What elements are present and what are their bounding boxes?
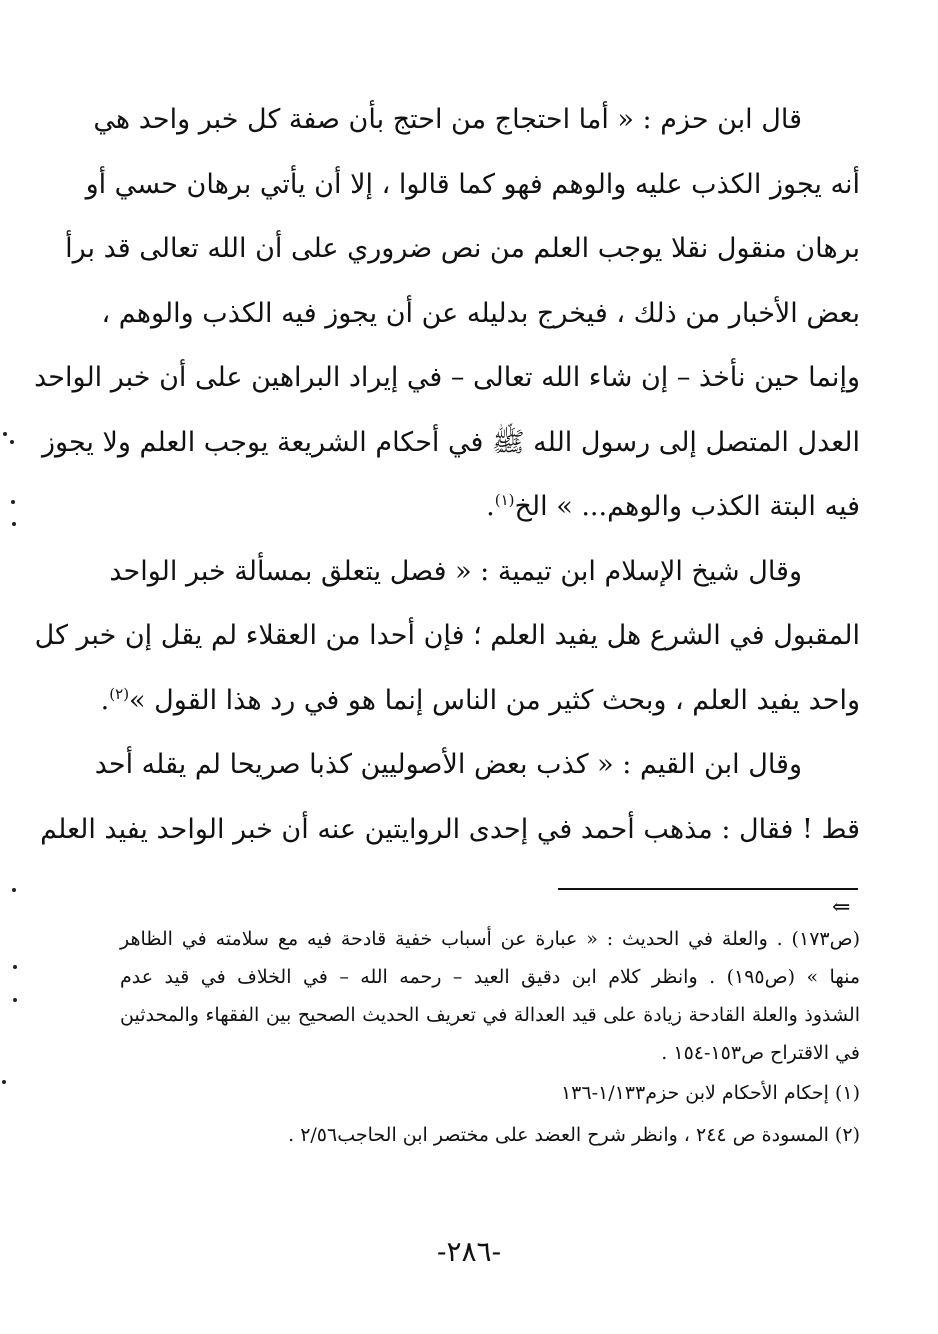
sentence-end: . bbox=[100, 684, 110, 716]
text-line: قط ! فقال : مذهب أحمد في إحدى الروايتين عنه أن خبر الواحد يفيد العلم bbox=[40, 813, 860, 845]
text-line: واحد يفيد العلم ، وبحث كثير من الناس إنما هو في رد هذا القول » bbox=[129, 684, 860, 716]
text-line: وإنما حين نأخذ – إن شاء الله تعالى – في إيراد البراهين على أن خبر الواحد bbox=[34, 362, 860, 393]
scan-speck bbox=[13, 998, 17, 1002]
scan-speck bbox=[2, 1080, 6, 1084]
page-number: -٢٨٦- bbox=[436, 1235, 502, 1268]
text-line: وقال ابن القيم : « كذب بعض الأصوليين كذبا صريحا لم يقله أحد bbox=[94, 749, 802, 780]
scan-speck bbox=[12, 522, 16, 526]
footnote-1: (١) إحكام الأحكام لابن حزم١/١٣٣-١٣٦ bbox=[560, 1082, 860, 1104]
text-line: بعض الأخبار من ذلك ، فيخرج بدليله عن أن يجوز فيه الكذب والوهم ، bbox=[101, 297, 860, 329]
text-line: أنه يجوز الكذب عليه والوهم فهو كما قالوا ، إلا أن يأتي برهان حسي أو bbox=[85, 168, 860, 200]
text-line: وقال شيخ الإسلام ابن تيمية : « فصل يتعلق بمسألة خبر الواحد bbox=[109, 555, 802, 587]
text-line: المقبول في الشرع هل يفيد العلم ؛ فإن أحدا من العقلاء لم يقل إن خبر كل bbox=[34, 620, 860, 651]
scan-speck bbox=[13, 965, 17, 969]
scan-speck bbox=[10, 440, 14, 444]
sentence-end: . bbox=[486, 491, 495, 522]
footnote-continued-line: الشذوذ والعلة القادحة زيادة على قيد العدالة في تعريف الحديث الصحيح بين الفقهاء والمحدثين bbox=[120, 1004, 860, 1026]
scan-speck bbox=[12, 888, 16, 892]
footnote-2: (٢) المسودة ص ٢٤٤ ، وانظر شرح العضد على مختصر ابن الحاجب٢/٥٦ . bbox=[288, 1124, 860, 1146]
footnote-continued-line: منها » (ص١٩٥) . وانظر كلام ابن دقيق العيد – رحمه الله – في الخلاف في قيد عدم bbox=[120, 966, 860, 988]
text-line-with-footnote bbox=[100, 669, 860, 734]
scan-speck bbox=[11, 500, 15, 504]
footnote-ref-1: (١) bbox=[494, 491, 515, 509]
footnotes bbox=[120, 920, 860, 1156]
text-line: العدل المتصل إلى رسول الله ﷺ في أحكام الشريعة يوجب العلم ولا يجوز bbox=[42, 426, 860, 458]
text-line: قال ابن حزم : « أما احتجاج من احتج بأن صفة كل خبر واحد هي bbox=[93, 104, 802, 135]
scan-speck bbox=[3, 432, 7, 436]
main-text bbox=[34, 88, 860, 862]
footnote-continued-line: (ص١٧٣) . والعلة في الحديث : « عبارة عن أسباب خفية قادحة فيه مع سلامته في الظاهر bbox=[120, 928, 860, 950]
text-line-with-footnote bbox=[120, 475, 860, 540]
text-line: برهان منقول نقلا يوجب العلم من نص ضروري على أن الله تعالى قد برأ bbox=[65, 233, 860, 264]
footnote-divider bbox=[558, 888, 858, 890]
continuation-arrow-icon: ⇐ bbox=[832, 895, 851, 920]
footnote-continued-line: في الاقتراح ص١٥٣-١٥٤ . bbox=[661, 1042, 860, 1064]
text-line: فيه البتة الكذب والوهم... » الخ bbox=[514, 491, 860, 522]
footnote-ref-2: (٢) bbox=[109, 684, 130, 703]
